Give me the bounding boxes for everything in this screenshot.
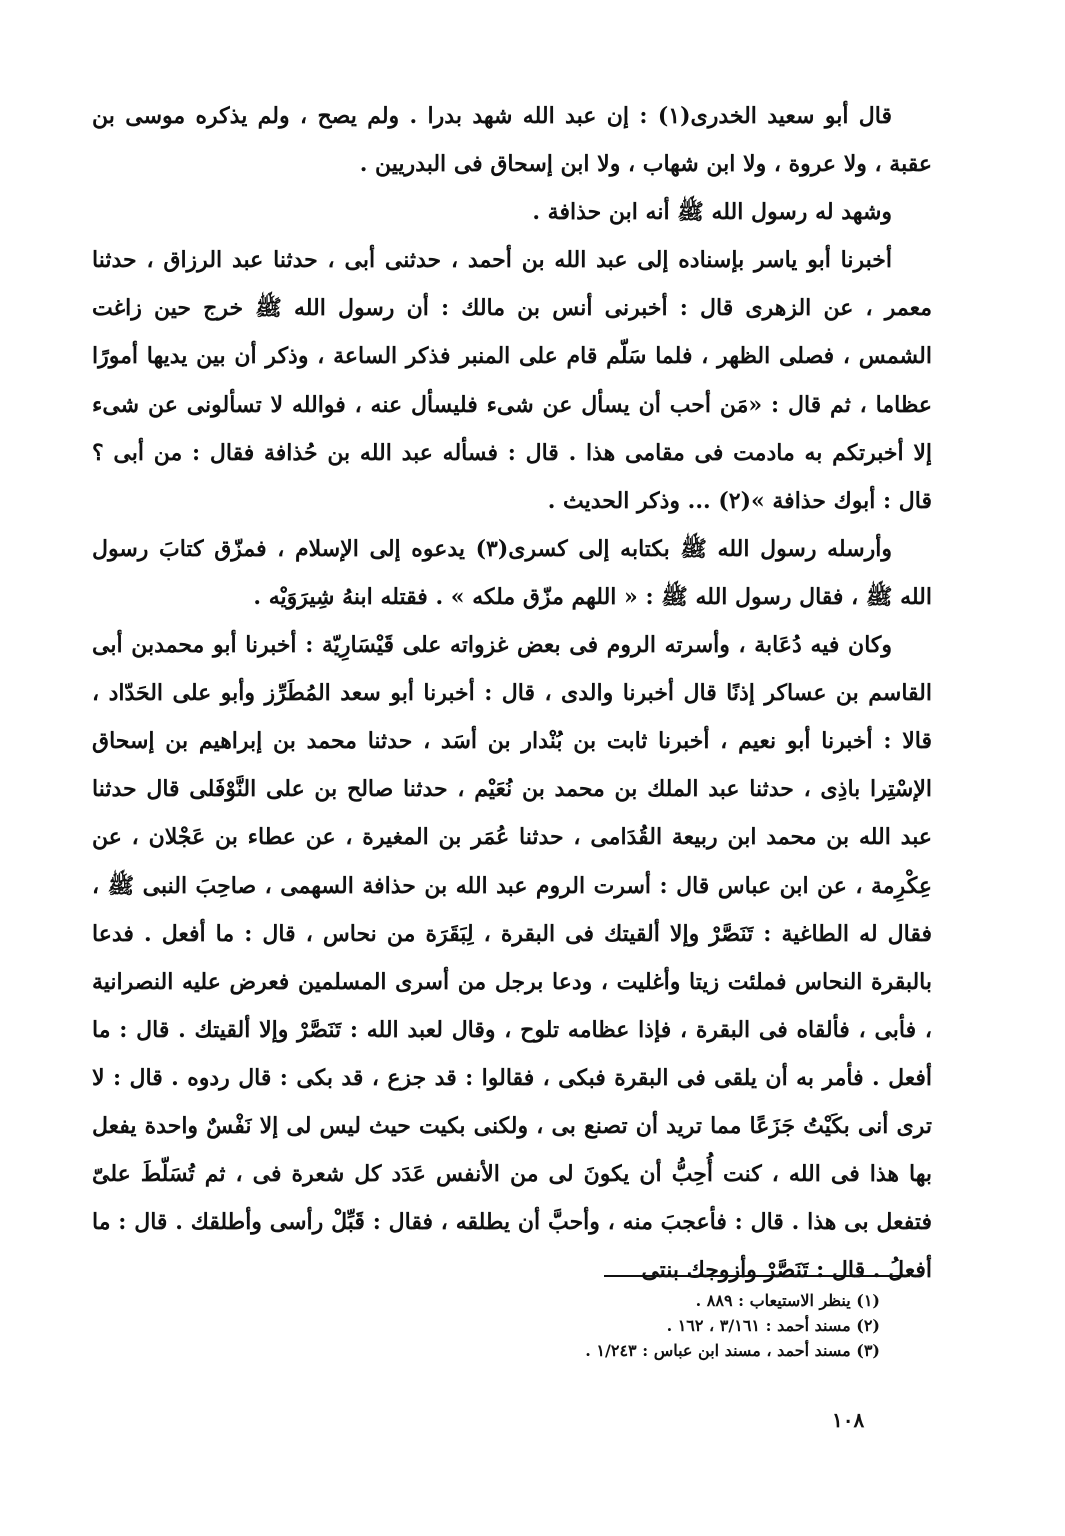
paragraph-5: وكان فيه دُعَابة ، وأسرته الروم فى بعض غزواته على قَيْسَارِيّة : أخبرنا أبو محمدبن أبى القاسم بن عساكر إذنًا قال أخبرنا والدى ، قال : أخبرنا أبو سعد المُطَرِّز وأبو على الحَدّاد ، قالا : أخبرنا أبو نعيم ، أخبرنا ثابت بن بُنْدار بن أسَد ، حدثنا محمد بن إبراهيم بن إسحاق الإسْتِرا باذِى ، حدثنا عبد الملك بن محمد بن نُعَيْم ، حدثنا صالح بن على النَّوْفَلى قال حدثنا عبد الله بن محمد ابن ربيعة القُدَامى ، حدثنا عُمَر بن المغيرة ، عن عطاء بن عَجْلان ، عن عِكْرِمة ، عن ابن عباس قال : أسرت الروم عبد الله بن حذافة السهمى ، صاحِبَ النبى ﷺ ، فقال له الطاغية : تَنَصَّرْ وإلا ألقيتك فى البقرة ، لِبَقَرَة من نحاس ، قال : ما أفعل . فدعا بالبقرة النحاس فملئت زيتا وأغليت ، ودعا برجل من أسرى المسلمين فعرض عليه النصرانية ، فأبى ، فألقاه فى البقرة ، فإذا عظامه تلوح ، وقال لعبد الله : تَنَصَّرْ وإلا ألقيتك . قال : ما أفعل . فأمر به أن يلقى فى البقرة فبكى ، فقالوا : قد جزع ، قد بكى : قال ردوه . قال : لا ترى أنى بكَيْتُ جَزَعًا مما تريد أن تصنع بى ، ولكنى بكيت حيث ليس لى إلا نَفْسٌ واحدة يفعل بها هذا فى الله ، كنت أُحِبُّ أن يكونَ لى من الأنفس عَدَد كل شعرة فى ، ثم تُسَلّطَ علىّ فتفعل بى هذا . قال : فأعجبَ منه ، وأحبَّ أن يطلقه ، فقال : قَبِّلْ رأسى وأطلقك . قال : ما أفعلُ . قال : تَنَصَّرْ وأزوجك بنتى [92, 632, 933, 1284]
footnote-1: (١) ينظر الاستيعاب : ٨٨٩ . [695, 1291, 880, 1310]
paragraph-1: قال أبو سعيد الخدرى(١) : إن عبد الله شهد بدرا . ولم يصح ، ولم يذكره موسى بن عقبة ، ولا عروة ، ولا ابن شهاب ، ولا ابن إسحاق فى البدريين . [92, 103, 932, 178]
page-number: ١٠٨ [832, 1408, 865, 1432]
footnote-divider [604, 1275, 910, 1277]
footnotes [550, 1288, 880, 1363]
footnote-2: (٢) مسند أحمد : ٣/١٦١ ، ١٦٢ . [666, 1316, 880, 1335]
paragraph-3: أخبرنا أبو ياسر بإسناده إلى عبد الله بن أحمد ، حدثنى أبى ، حدثنا عبد الرزاق ، حدثنا معمر ، عن الزهرى قال : أخبرنى أنس بن مالك : أن رسول الله ﷺ خرج حين زاغت الشمس ، فصلى الظهر ، فلما سَلّم قام على المنبر فذكر الساعة ، وذكر أن بين يديها أمورًا عظاما ، ثم قال : «مَن أحب أن يسأل عن شىء فليسأل عنه ، فوالله لا تسألونى عن شىء إلا أخبرتكم به مادمت فى مقامى هذا . قال : فسأله عبد الله بن حُذافة فقال : من أبى ؟ قال : أبوك حذافة »(٢) ... وذكر الحديث . [92, 247, 932, 514]
footnote-3: (٣) مسند أحمد ، مسند ابن عباس : ١/٢٤٣ . [585, 1341, 880, 1360]
main-text [92, 92, 932, 1294]
paragraph-4: وأرسله رسول الله ﷺ بكتابه إلى كسرى(٣) يدعوه إلى الإسلام ، فمزّق كتابَ رسول الله ﷺ ، فقال رسول الله ﷺ : « اللهم مزّق ملكه » . فقتله ابنهُ شِيرَوَيْه . [92, 535, 932, 610]
paragraph-2: وشهد له رسول الله ﷺ أنه ابن حذافة . [532, 199, 892, 226]
